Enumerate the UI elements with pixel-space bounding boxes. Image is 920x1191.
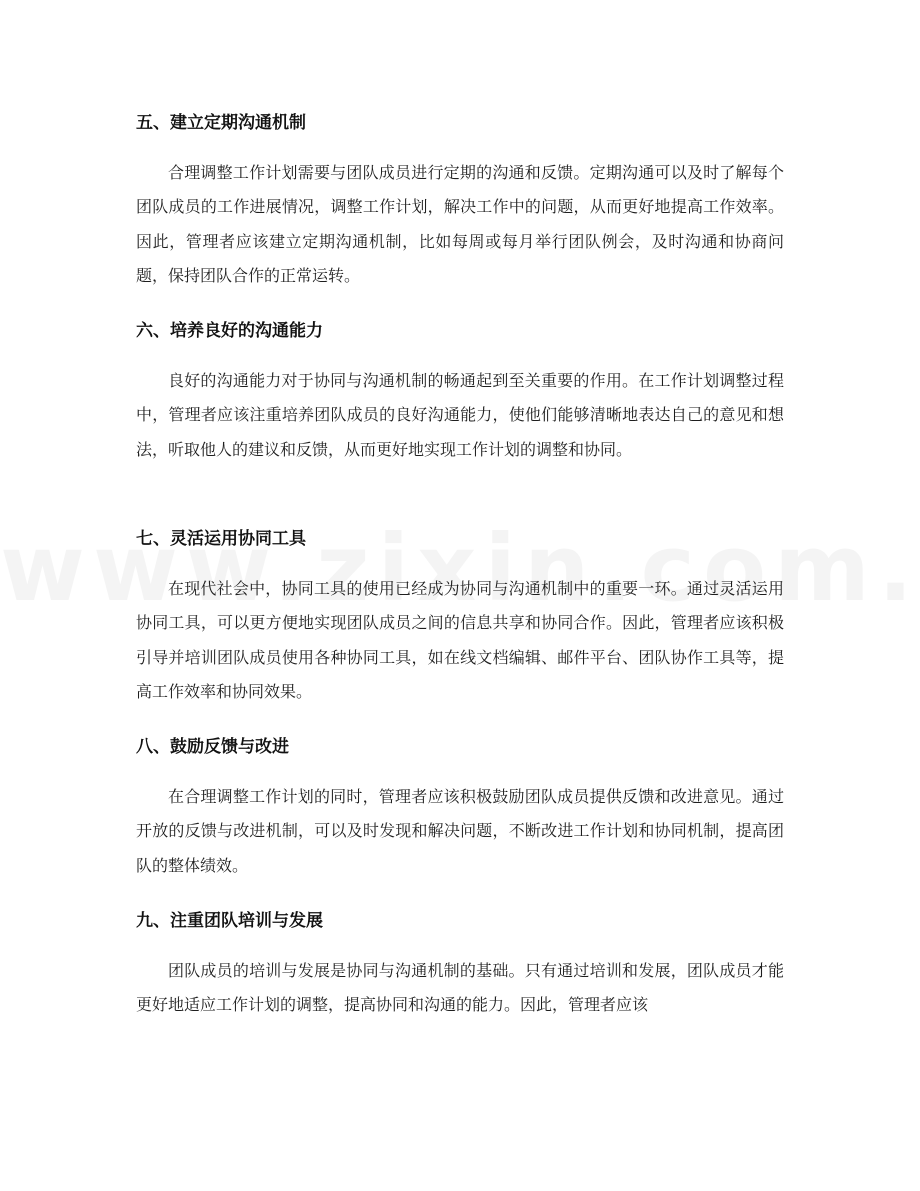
section-heading-6: 六、培养良好的沟通能力 <box>136 321 323 341</box>
section-heading-8: 八、鼓励反馈与改进 <box>136 737 289 757</box>
section-body-8: 在合理调整工作计划的同时，管理者应该积极鼓励团队成员提供反馈和改进意见。通过开放的反馈与改进机制，可以及时发现和解决问题，不断改进工作计划和协同机制，提高团队的整体绩效。 <box>136 787 784 875</box>
section-body-6: 良好的沟通能力对于协同与沟通机制的畅通起到至关重要的作用。在工作计划调整过程中，管理者应该注重培养团队成员的良好沟通能力，使他们能够清晰地表达自己的意见和想法，听取他人的建议和反馈，从而更好地实现工作计划的调整和协同。 <box>136 371 784 459</box>
section-body-5: 合理调整工作计划需要与团队成员进行定期的沟通和反馈。定期沟通可以及时了解每个团队成员的工作进展情况，调整工作计划，解决工作中的问题，从而更好地提高工作效率。因此，管理者应该建立定期沟通机制，比如每周或每月举行团队例会，及时沟通和协商问题，保持团队合作的正常运转。 <box>136 163 784 285</box>
section-heading-5: 五、建立定期沟通机制 <box>136 113 306 133</box>
section-body-9: 团队成员的培训与发展是协同与沟通机制的基础。只有通过培训和发展，团队成员才能更好地适应工作计划的调整，提高协同和沟通的能力。因此，管理者应该 <box>136 961 784 1015</box>
section-heading-7: 七、灵活运用协同工具 <box>136 529 306 549</box>
section-body-7: 在现代社会中，协同工具的使用已经成为协同与沟通机制中的重要一环。通过灵活运用协同工具，可以更方便地实现团队成员之间的信息共享和协同合作。因此，管理者应该积极引导并培训团队成员使用各种协同工具，如在线文档编辑、邮件平台、团队协作工具等，提高工作效率和协同效果。 <box>136 579 784 701</box>
section-heading-9: 九、注重团队培训与发展 <box>136 911 323 931</box>
